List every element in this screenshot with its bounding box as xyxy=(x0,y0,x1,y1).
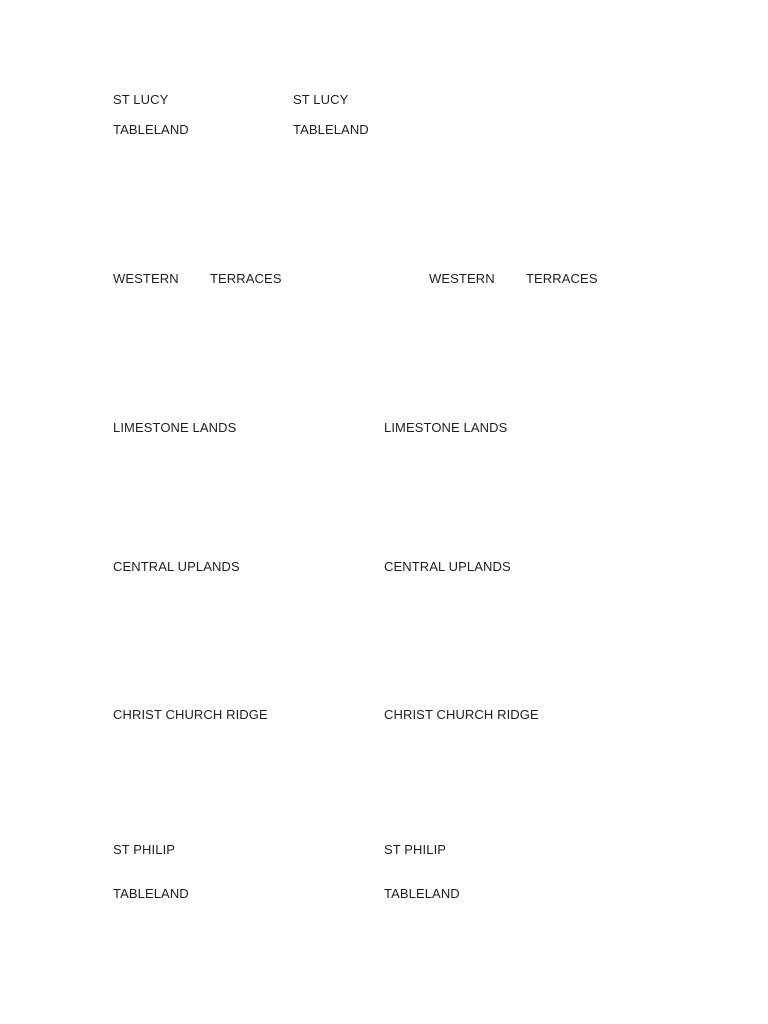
st-philip-right-line2: TABLELAND xyxy=(384,886,460,901)
christ-church-ridge-right: CHRIST CHURCH RIDGE xyxy=(384,707,539,722)
western-terraces-left-word1: WESTERN xyxy=(113,271,179,286)
st-lucy-right-line2: TABLELAND xyxy=(293,122,369,137)
western-terraces-right-word2: TERRACES xyxy=(526,271,598,286)
limestone-lands-right: LIMESTONE LANDS xyxy=(384,420,508,435)
central-uplands-right: CENTRAL UPLANDS xyxy=(384,559,511,574)
western-terraces-right-word1: WESTERN xyxy=(429,271,495,286)
st-philip-left-line1: ST PHILIP xyxy=(113,842,176,857)
st-lucy-left-line2: TABLELAND xyxy=(113,122,189,137)
christ-church-ridge-left: CHRIST CHURCH RIDGE xyxy=(113,707,268,722)
st-philip-left-line2: TABLELAND xyxy=(113,886,189,901)
limestone-lands-left: LIMESTONE LANDS xyxy=(113,420,237,435)
western-terraces-left-word2: TERRACES xyxy=(210,271,282,286)
st-lucy-left-line1: ST LUCY xyxy=(113,92,169,107)
st-philip-right-line1: ST PHILIP xyxy=(384,842,447,857)
central-uplands-left: CENTRAL UPLANDS xyxy=(113,559,240,574)
st-lucy-right-line1: ST LUCY xyxy=(293,92,349,107)
